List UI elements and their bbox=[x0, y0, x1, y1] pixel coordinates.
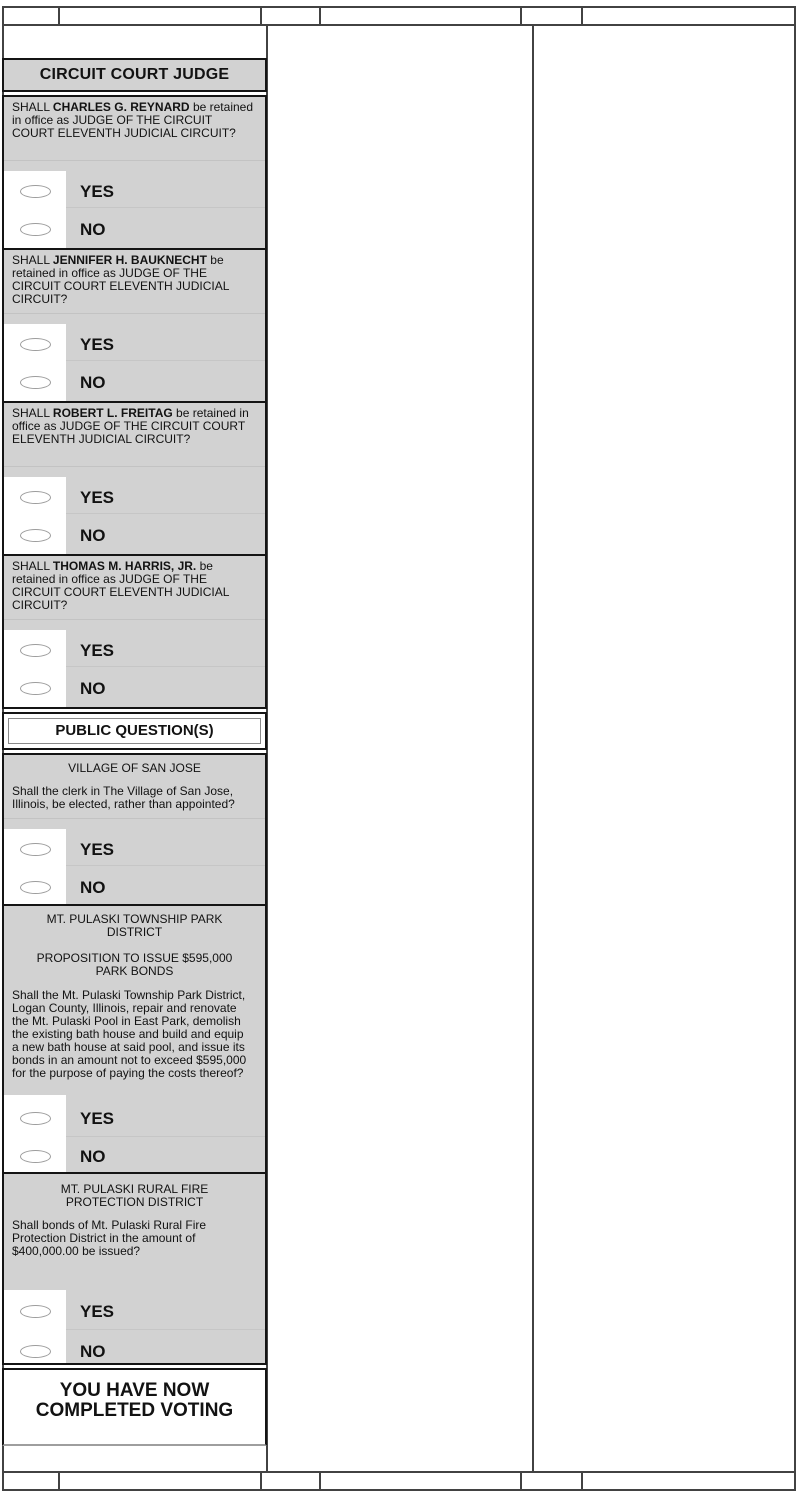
question-title: MT. PULASKI TOWNSHIP PARK DISTRICT bbox=[46, 912, 223, 939]
ballot-left-column bbox=[2, 58, 267, 1446]
no-vote-oval[interactable] bbox=[20, 1345, 51, 1358]
yes-option-row bbox=[4, 488, 265, 508]
row-separator bbox=[66, 360, 265, 361]
question-prefix: SHALL bbox=[12, 559, 50, 573]
question-suffix: be retained in office as JUDGE OF THE CIRCUIT COURT ELEVENTH JUDICIAL CIRCUIT? bbox=[12, 100, 253, 140]
no-label: NO bbox=[80, 373, 106, 392]
public-questions-section bbox=[2, 753, 267, 1365]
no-label: NO bbox=[80, 878, 106, 897]
judicial-retention-section bbox=[2, 95, 267, 709]
candidate-name: ROBERT L. FREITAG bbox=[52, 406, 173, 420]
no-vote-oval[interactable] bbox=[20, 1150, 51, 1163]
retention-question-harris bbox=[4, 554, 265, 707]
grid-cell bbox=[522, 1473, 583, 1489]
no-option-row bbox=[4, 1147, 265, 1167]
row-separator bbox=[66, 513, 265, 514]
grid-cell bbox=[262, 8, 321, 24]
grid-cell bbox=[522, 8, 583, 24]
bottom-edge-strip bbox=[2, 1471, 796, 1491]
no-option-row bbox=[4, 220, 265, 240]
question-prefix: SHALL bbox=[12, 100, 50, 114]
retention-question-reynard bbox=[4, 97, 265, 248]
question-prefix: SHALL bbox=[12, 406, 50, 420]
no-label: NO bbox=[80, 220, 106, 239]
yes-vote-oval[interactable] bbox=[20, 185, 51, 198]
completed-voting-line1: YOU HAVE NOW bbox=[59, 1380, 210, 1401]
question-body: Shall the clerk in The Village of San Jose, Illinois, be elected, rather than appointed? bbox=[12, 784, 235, 811]
yes-label: YES bbox=[80, 840, 115, 859]
grid-cell bbox=[583, 1473, 794, 1489]
grid-cell bbox=[321, 1473, 522, 1489]
no-label: NO bbox=[80, 526, 106, 545]
no-vote-oval[interactable] bbox=[20, 529, 51, 542]
row-separator bbox=[4, 160, 265, 161]
no-option-row bbox=[4, 679, 265, 699]
row-separator bbox=[4, 466, 265, 467]
yes-label: YES bbox=[80, 182, 115, 201]
retention-question-freitag bbox=[4, 401, 265, 554]
yes-option-row bbox=[4, 1109, 265, 1129]
question-mt-pulaski-fire-district bbox=[4, 1172, 265, 1363]
no-option-row bbox=[4, 878, 265, 898]
no-option-row bbox=[4, 1342, 265, 1362]
grid-cell bbox=[4, 8, 60, 24]
question-village-of-san-jose bbox=[4, 755, 265, 904]
row-separator bbox=[66, 865, 265, 866]
grid-cell bbox=[583, 8, 794, 24]
question-prefix: SHALL bbox=[12, 253, 50, 267]
no-option-row bbox=[4, 373, 265, 393]
candidate-name: JENNIFER H. BAUKNECHT bbox=[52, 253, 207, 267]
yes-label: YES bbox=[80, 1109, 115, 1128]
public-questions-header: PUBLIC QUESTION(S) bbox=[8, 718, 261, 744]
question-body: Shall the Mt. Pulaski Township Park District, Logan County, Illinois, repair and renovate the Mt. Pulaski Pool in East Park, demolish the existing bath house and build and equip a new bath house at said pool, and issue its bonds in an amount not to exceed $595,000 for the purpose of paying the costs thereof? bbox=[12, 988, 247, 1080]
yes-option-row bbox=[4, 840, 265, 860]
yes-option-row bbox=[4, 182, 265, 202]
question-suffix: be retained in office as JUDGE OF THE CIRCUIT COURT ELEVENTH JUDICIAL CIRCUIT? bbox=[12, 253, 229, 306]
yes-option-row bbox=[4, 641, 265, 661]
yes-label: YES bbox=[80, 1302, 115, 1321]
contest-header-label: CIRCUIT COURT JUDGE bbox=[39, 66, 230, 83]
candidate-name: THOMAS M. HARRIS, JR. bbox=[52, 559, 197, 573]
no-option-row bbox=[4, 526, 265, 546]
row-separator bbox=[66, 1136, 265, 1137]
question-text bbox=[4, 403, 265, 446]
no-label: NO bbox=[80, 1147, 106, 1166]
row-separator bbox=[66, 666, 265, 667]
contest-header bbox=[2, 58, 267, 92]
yes-vote-oval[interactable] bbox=[20, 1305, 51, 1318]
question-title: MT. PULASKI RURAL FIRE PROTECTION DISTRICT bbox=[60, 1182, 209, 1209]
question-text bbox=[4, 97, 265, 140]
grid-cell bbox=[262, 1473, 321, 1489]
yes-label: YES bbox=[80, 641, 115, 660]
yes-vote-oval[interactable] bbox=[20, 644, 51, 657]
question-suffix: be retained in office as JUDGE OF THE CIRCUIT COURT ELEVENTH JUDICIAL CIRCUIT? bbox=[12, 406, 249, 446]
question-body: Shall bonds of Mt. Pulaski Rural Fire Protection District in the amount of $400,000.00 be issued? bbox=[12, 1218, 207, 1258]
row-separator bbox=[66, 1329, 265, 1330]
question-suffix: be retained in office as JUDGE OF THE CIRCUIT COURT ELEVENTH JUDICIAL CIRCUIT? bbox=[12, 559, 229, 612]
yes-vote-oval[interactable] bbox=[20, 1112, 51, 1125]
no-label: NO bbox=[80, 679, 106, 698]
row-separator bbox=[66, 207, 265, 208]
candidate-name: CHARLES G. REYNARD bbox=[52, 100, 190, 114]
completed-voting-line2: COMPLETED VOTING bbox=[35, 1400, 234, 1421]
column-divider bbox=[532, 25, 534, 1472]
grid-cell bbox=[321, 8, 522, 24]
public-questions-header-box bbox=[2, 712, 267, 750]
yes-option-row bbox=[4, 335, 265, 355]
question-text bbox=[4, 250, 265, 306]
yes-label: YES bbox=[80, 335, 115, 354]
question-mt-pulaski-park-district bbox=[4, 904, 265, 1172]
yes-label: YES bbox=[80, 488, 115, 507]
row-separator bbox=[4, 313, 265, 314]
row-separator bbox=[4, 619, 265, 620]
row-separator bbox=[4, 818, 265, 819]
no-vote-oval[interactable] bbox=[20, 223, 51, 236]
grid-cell bbox=[60, 1473, 262, 1489]
grid-cell bbox=[4, 1473, 60, 1489]
question-title: VILLAGE OF SAN JOSE bbox=[68, 761, 201, 775]
retention-question-bauknecht bbox=[4, 248, 265, 401]
grid-cell bbox=[60, 8, 262, 24]
top-edge-strip bbox=[2, 6, 796, 26]
yes-vote-oval[interactable] bbox=[20, 843, 51, 856]
completed-voting-notice bbox=[2, 1368, 267, 1446]
yes-option-row bbox=[4, 1302, 265, 1322]
question-subtitle: PROPOSITION TO ISSUE $595,000 PARK BONDS bbox=[36, 951, 233, 978]
no-vote-oval[interactable] bbox=[20, 881, 51, 894]
no-label: NO bbox=[80, 1342, 106, 1361]
no-vote-oval[interactable] bbox=[20, 682, 51, 695]
question-text bbox=[4, 556, 265, 612]
yes-vote-oval[interactable] bbox=[20, 338, 51, 351]
yes-vote-oval[interactable] bbox=[20, 491, 51, 504]
no-vote-oval[interactable] bbox=[20, 376, 51, 389]
